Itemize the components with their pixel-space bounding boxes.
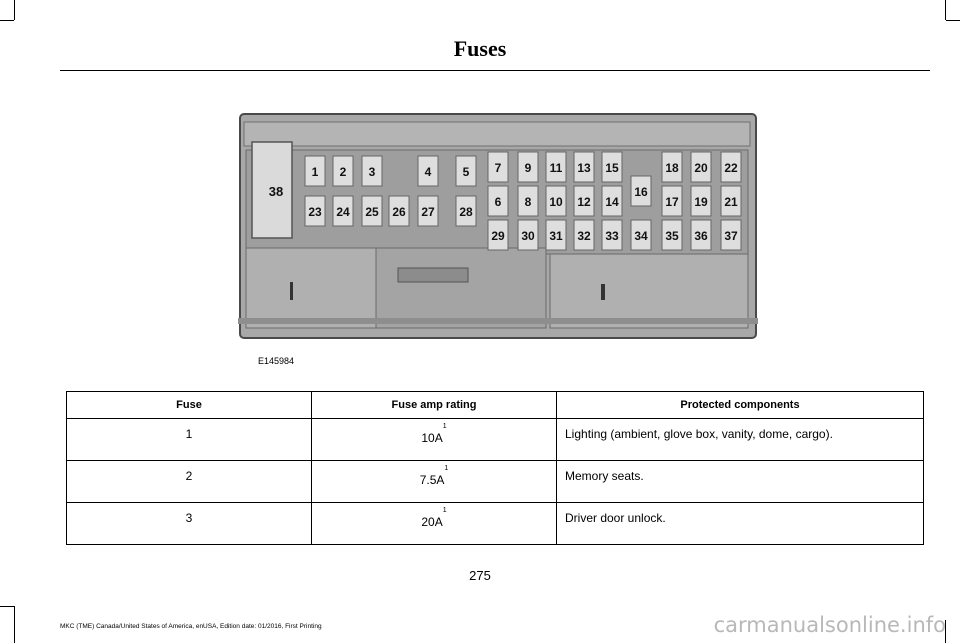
- amp-cell: [312, 419, 557, 461]
- fuse-label-7: 7: [494, 161, 502, 175]
- fuse-label-34: 34: [634, 229, 648, 243]
- protected-components: Memory seats.: [557, 461, 924, 503]
- fuse-label-1: 1: [311, 165, 319, 179]
- table-row: [67, 461, 924, 503]
- fuse-label-23: 23: [308, 205, 322, 219]
- fuse-label-29: 29: [491, 229, 505, 243]
- figure-id: E145984: [258, 356, 295, 366]
- fuse-label-10: 10: [549, 195, 563, 209]
- fuse-label-15: 15: [605, 161, 619, 175]
- header-protected-components: Protected components: [557, 392, 924, 419]
- fuse-label-11: 11: [549, 161, 563, 175]
- amp-rating: 20A: [421, 515, 443, 529]
- fuse-label-25: 25: [365, 205, 379, 219]
- footnote-marker: 1: [442, 423, 447, 430]
- amp-cell: [312, 461, 557, 503]
- fuse-label-4: 4: [424, 165, 432, 179]
- table-row: [67, 419, 924, 461]
- fuse-box-diagram: [238, 112, 758, 340]
- table-row: [67, 503, 924, 545]
- protected-components: Lighting (ambient, glove box, vanity, dome, cargo).: [557, 419, 924, 461]
- amp-cell: [312, 503, 557, 545]
- fuse-label-8: 8: [524, 195, 532, 209]
- fuse-label-33: 33: [605, 229, 619, 243]
- footnote-marker: 1: [442, 507, 447, 514]
- fuse-number: 1: [67, 419, 312, 461]
- fuse-label-13: 13: [577, 161, 591, 175]
- crop-mark: [945, 0, 946, 20]
- fuse-label-5: 5: [462, 165, 470, 179]
- header-divider: [60, 70, 930, 71]
- fuse-label-24: 24: [336, 205, 350, 219]
- crop-mark: [14, 0, 15, 20]
- watermark: carmanualsonline.info: [713, 613, 946, 637]
- fuse-number: 3: [67, 503, 312, 545]
- crop-mark: [0, 20, 14, 21]
- fuse-label-12: 12: [577, 195, 591, 209]
- header-fuse: Fuse: [67, 392, 312, 419]
- fuse-label-2: 2: [339, 165, 347, 179]
- fuse-label-31: 31: [549, 229, 563, 243]
- fuse-label-32: 32: [577, 229, 591, 243]
- fuse-label-6: 6: [494, 195, 502, 209]
- fuse-label-3: 3: [368, 165, 376, 179]
- crop-mark: [0, 606, 14, 607]
- crop-mark: [14, 606, 15, 643]
- page-number: 275: [469, 568, 491, 583]
- fuse-number: 2: [67, 461, 312, 503]
- fuse-label-38: 38: [268, 184, 284, 199]
- fuse-label-36: 36: [694, 229, 708, 243]
- fuse-label-30: 30: [521, 229, 535, 243]
- fuse-label-16: 16: [634, 185, 648, 199]
- fuse-label-21: 21: [724, 195, 738, 209]
- fuse-label-27: 27: [421, 205, 435, 219]
- amp-rating: 10A: [421, 431, 443, 445]
- header-amp-rating: Fuse amp rating: [312, 392, 557, 419]
- fuse-label-35: 35: [665, 229, 679, 243]
- table-header-row: [67, 392, 924, 419]
- crop-mark: [946, 20, 960, 21]
- amp-rating: 7.5A: [419, 473, 445, 487]
- fuse-label-20: 20: [694, 161, 708, 175]
- footer-text: MKC (TME) Canada/United States of America, enUSA, Edition date: 01/2016, First Printing: [60, 623, 322, 630]
- fuse-label-26: 26: [392, 205, 406, 219]
- fuse-label-28: 28: [459, 205, 473, 219]
- footnote-marker: 1: [444, 465, 449, 472]
- fuse-label-19: 19: [694, 195, 708, 209]
- fuse-label-18: 18: [665, 161, 679, 175]
- protected-components: Driver door unlock.: [557, 503, 924, 545]
- fuse-label-14: 14: [605, 195, 619, 209]
- fuse-label-9: 9: [524, 161, 532, 175]
- fuse-label-37: 37: [724, 229, 738, 243]
- fuse-table: [66, 391, 924, 545]
- fuse-label-22: 22: [724, 161, 738, 175]
- page-title: Fuses: [453, 36, 507, 61]
- fuse-label-17: 17: [665, 195, 679, 209]
